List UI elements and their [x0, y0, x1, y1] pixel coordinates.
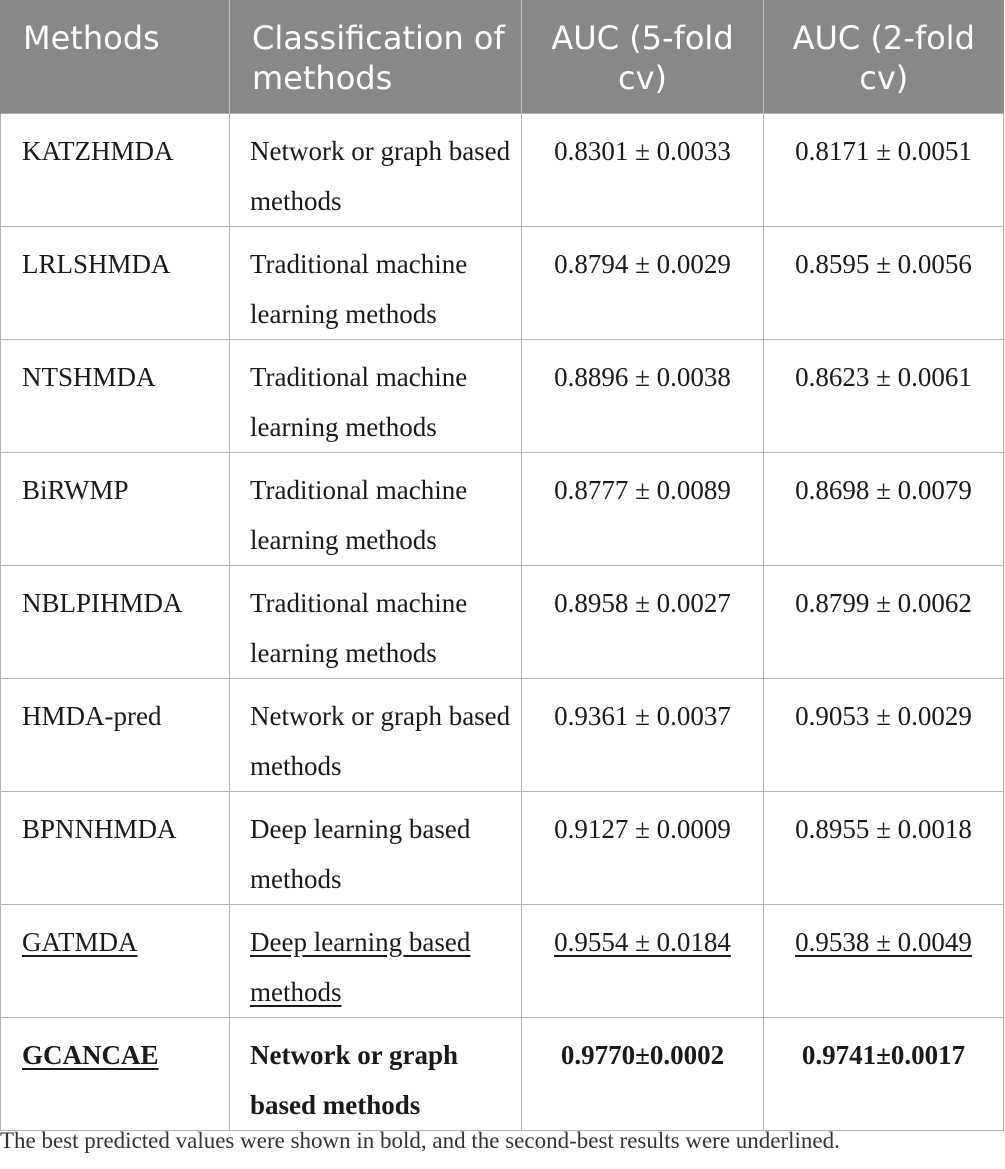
auc2-cell: 0.8698 ± 0.0079	[764, 452, 1004, 565]
method-cell: NBLPIHMDA	[1, 565, 230, 678]
table-row	[1, 452, 1004, 565]
classification-cell: Traditional machine learning methods	[230, 226, 522, 339]
auc2-cell: 0.8171 ± 0.0051	[764, 113, 1004, 226]
header-classification: Classification of methods	[230, 0, 522, 113]
auc5-cell: 0.8794 ± 0.0029	[522, 226, 764, 339]
classification-cell: Network or graph based methods	[230, 678, 522, 791]
auc2-cell: 0.8955 ± 0.0018	[764, 791, 1004, 904]
auc2-cell: 0.8623 ± 0.0061	[764, 339, 1004, 452]
method-cell: KATZHMDA	[1, 113, 230, 226]
table-row	[1, 339, 1004, 452]
method-cell: BPNNHMDA	[1, 791, 230, 904]
table-row	[1, 113, 1004, 226]
method-cell: BiRWMP	[1, 452, 230, 565]
classification-cell: Traditional machine learning methods	[230, 565, 522, 678]
header-auc-5fold: AUC (5-fold cv)	[522, 0, 764, 113]
auc5-cell: 0.8777 ± 0.0089	[522, 452, 764, 565]
auc2-cell: 0.8595 ± 0.0056	[764, 226, 1004, 339]
auc2-cell: 0.9053 ± 0.0029	[764, 678, 1004, 791]
method-cell: LRLSHMDA	[1, 226, 230, 339]
header-row	[1, 0, 1004, 113]
auc5-cell: 0.8896 ± 0.0038	[522, 339, 764, 452]
auc5-cell: 0.9127 ± 0.0009	[522, 791, 764, 904]
method-cell: GCANCAE	[1, 1017, 230, 1130]
auc5-cell: 0.8958 ± 0.0027	[522, 565, 764, 678]
header-auc-2fold: AUC (2-fold cv)	[764, 0, 1004, 113]
table-row	[1, 226, 1004, 339]
auc2-cell: 0.9741±0.0017	[764, 1017, 1004, 1130]
table-row	[1, 678, 1004, 791]
method-cell: NTSHMDA	[1, 339, 230, 452]
table-row	[1, 565, 1004, 678]
table-row	[1, 791, 1004, 904]
classification-cell: Network or graph based methods	[230, 113, 522, 226]
auc5-cell: 0.9554 ± 0.0184	[522, 904, 764, 1017]
classification-cell: Traditional machine learning methods	[230, 339, 522, 452]
header-methods: Methods	[1, 0, 230, 113]
second-best-row	[1, 904, 1004, 1017]
auc5-cell: 0.8301 ± 0.0033	[522, 113, 764, 226]
method-cell: HMDA-pred	[1, 678, 230, 791]
auc5-cell: 0.9770±0.0002	[522, 1017, 764, 1130]
auc2-cell: 0.9538 ± 0.0049	[764, 904, 1004, 1017]
auc5-cell: 0.9361 ± 0.0037	[522, 678, 764, 791]
classification-cell: Deep learning based methods	[230, 904, 522, 1017]
auc2-cell: 0.8799 ± 0.0062	[764, 565, 1004, 678]
table-footnote: The best predicted values were shown in bold, and the second-best results were underlined.	[0, 1128, 840, 1153]
classification-cell: Traditional machine learning methods	[230, 452, 522, 565]
best-row	[1, 1017, 1004, 1130]
method-cell: GATMDA	[1, 904, 230, 1017]
classification-cell: Deep learning based methods	[230, 791, 522, 904]
classification-cell: Network or graph based methods	[230, 1017, 522, 1130]
